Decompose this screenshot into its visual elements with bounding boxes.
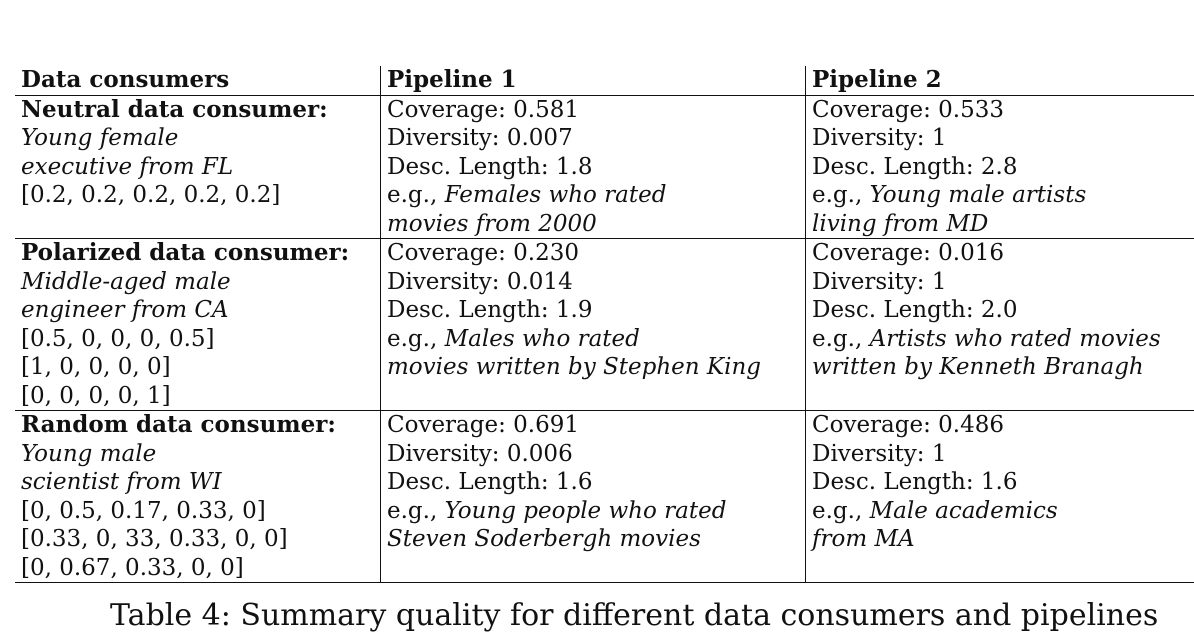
consumer-weights: [0, 0.67, 0.33, 0, 0] [21, 554, 380, 583]
example-prefix: e.g., [812, 182, 870, 208]
consumer-weights: [0, 0.5, 0.17, 0.33, 0] [21, 497, 380, 526]
consumer-weights: [0.5, 0, 0, 0, 0.5] [21, 325, 380, 354]
coverage-value: Coverage: 0.016 [812, 239, 1194, 268]
pipeline-2-cell [806, 411, 1194, 583]
consumer-profile: Young female [21, 124, 380, 153]
diversity-value: Diversity: 0.006 [387, 440, 805, 469]
consumer-title: Random data consumer: [21, 411, 380, 440]
example-text: Artists who rated movies [870, 326, 1161, 352]
coverage-value: Coverage: 0.691 [387, 411, 805, 440]
example-line [812, 497, 1194, 526]
example-text: Males who rated [445, 326, 640, 352]
desc-length-value: Desc. Length: 1.6 [812, 468, 1194, 497]
pipeline-2-cell [806, 95, 1194, 239]
example-prefix: e.g., [812, 498, 870, 524]
example-text: written by Kenneth Branagh [812, 353, 1194, 382]
consumer-cell [15, 239, 381, 411]
diversity-value: Diversity: 1 [812, 440, 1194, 469]
header-row [15, 66, 1194, 95]
consumer-profile: scientist from WI [21, 468, 380, 497]
consumer-profile: Middle-aged male [21, 268, 380, 297]
example-line [812, 181, 1194, 210]
desc-length-value: Desc. Length: 2.0 [812, 296, 1194, 325]
example-prefix: e.g., [812, 326, 870, 352]
consumer-title: Neutral data consumer: [21, 96, 380, 125]
pipeline-2-cell [806, 239, 1194, 411]
diversity-value: Diversity: 0.014 [387, 268, 805, 297]
example-line [812, 325, 1194, 354]
example-prefix: e.g., [387, 326, 445, 352]
example-line [387, 325, 805, 354]
consumer-profile: executive from FL [21, 153, 380, 182]
diversity-value: Diversity: 1 [812, 124, 1194, 153]
consumer-weights: [0, 0, 0, 0, 1] [21, 382, 380, 411]
example-text: movies from 2000 [387, 210, 805, 239]
consumer-weights: [0.2, 0.2, 0.2, 0.2, 0.2] [21, 181, 380, 210]
header-pipeline-1: Pipeline 1 [381, 66, 806, 95]
header-pipeline-2: Pipeline 2 [806, 66, 1194, 95]
diversity-value: Diversity: 0.007 [387, 124, 805, 153]
table-caption: Table 4: Summary quality for different data consumers and pipelines [110, 598, 1158, 633]
results-table [15, 66, 1194, 583]
header-data-consumers: Data consumers [15, 66, 381, 95]
example-line [387, 497, 805, 526]
example-text: movies written by Stephen King [387, 353, 805, 382]
coverage-value: Coverage: 0.230 [387, 239, 805, 268]
consumer-weights: [0.33, 0, 33, 0.33, 0, 0] [21, 525, 380, 554]
coverage-value: Coverage: 0.533 [812, 96, 1194, 125]
consumer-profile: Young male [21, 440, 380, 469]
example-text: Young male artists [870, 182, 1087, 208]
example-text: living from MD [812, 210, 1194, 239]
desc-length-value: Desc. Length: 1.6 [387, 468, 805, 497]
coverage-value: Coverage: 0.581 [387, 96, 805, 125]
example-text: Females who rated [445, 182, 667, 208]
example-prefix: e.g., [387, 182, 445, 208]
example-prefix: e.g., [387, 498, 445, 524]
consumer-title: Polarized data consumer: [21, 239, 380, 268]
example-text: Steven Soderbergh movies [387, 525, 805, 554]
consumer-cell [15, 411, 381, 583]
example-text: Young people who rated [445, 498, 727, 524]
diversity-value: Diversity: 1 [812, 268, 1194, 297]
example-line [387, 181, 805, 210]
pipeline-1-cell [381, 95, 806, 239]
table-row-neutral [15, 95, 1194, 239]
desc-length-value: Desc. Length: 1.8 [387, 153, 805, 182]
table-row-random [15, 411, 1194, 583]
pipeline-1-cell [381, 239, 806, 411]
coverage-value: Coverage: 0.486 [812, 411, 1194, 440]
pipeline-1-cell [381, 411, 806, 583]
desc-length-value: Desc. Length: 1.9 [387, 296, 805, 325]
desc-length-value: Desc. Length: 2.8 [812, 153, 1194, 182]
consumer-profile: engineer from CA [21, 296, 380, 325]
table-row-polarized [15, 239, 1194, 411]
consumer-cell [15, 95, 381, 239]
consumer-weights: [1, 0, 0, 0, 0] [21, 353, 380, 382]
example-text: Male academics [870, 498, 1058, 524]
example-text: from MA [812, 525, 1194, 554]
